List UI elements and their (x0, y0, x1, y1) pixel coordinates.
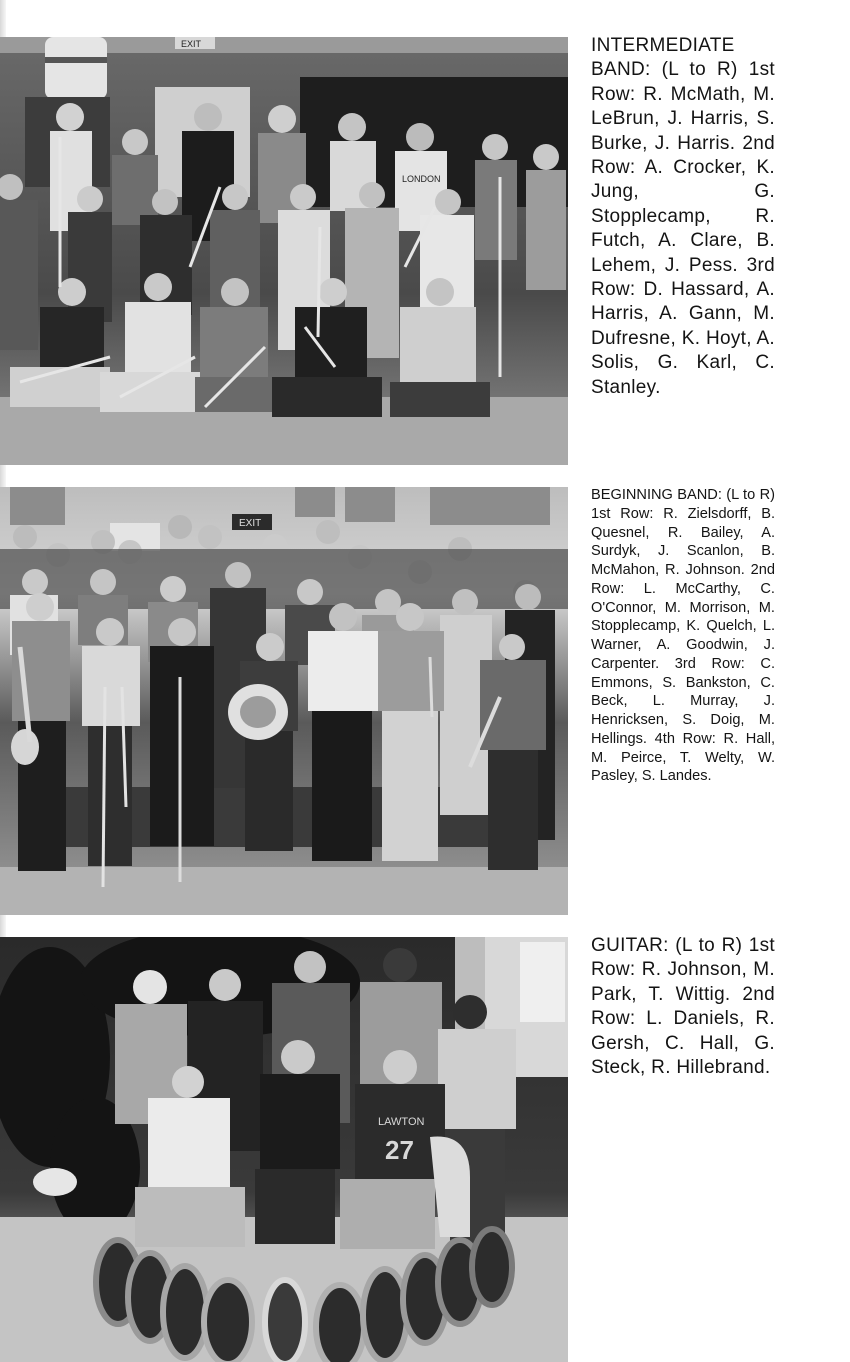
exit-sign-text: EXIT (239, 518, 262, 529)
intermediate-band-caption: INTERMEDIATE BAND: (L to R) 1st Row: R. McMath, M. LeBrun, J. Harris, S. Burke, J. Harris. 2nd Row: A. Crocker, K. Jung, G. Stopplecamp, R. Futch, A. Clare, B. Lehem, J. Pess. 3rd Row: D. Hassard, A. Harris, A. Gann, M. Dufresne, K. Hoyt, A. Solis, G. Karl, C. Stanley. (591, 35, 775, 398)
shirt-text: LAWTON (378, 1116, 425, 1128)
guitar-class-photo (0, 937, 568, 1362)
shirt-number: 27 (385, 1135, 414, 1165)
guitar-caption: GUITAR: (L to R) 1st Row: R. Johnson, M. Park, T. Wittig. 2nd Row: L. Daniels, R. Gersh, C. Hall, G. Steck, R. Hillebrand. (591, 935, 775, 1079)
wall-poster (520, 942, 565, 1022)
exit-sign-text: EXIT (181, 39, 202, 49)
intermediate-band-photo (0, 37, 568, 465)
bass-drum (45, 37, 107, 99)
beginning-band-photo (0, 487, 568, 915)
shirt-text: LONDON (402, 174, 441, 184)
beginning-band-caption: BEGINNING BAND: (L to R) 1st Row: R. Zielsdorff, B. Quesnel, R. Bailey, A. Surdyk, J. Scanlon, B. McMahon, R. Johnson. 2nd Row: L. McCarthy, C. O'Connor, M. Morrison, M. Stopplecamp, K. Quelch, L. Warner, A. Goodwin, J. Carpenter. 3rd Row: C. Emmons, S. Bankston, C. Beck, L. Murray, J. Henricksen, S. Doig, M. Hellings. 4th Row: R. Hall, M. Peirce, T. Welty, W. Pasley, S. Landes. (591, 487, 775, 785)
